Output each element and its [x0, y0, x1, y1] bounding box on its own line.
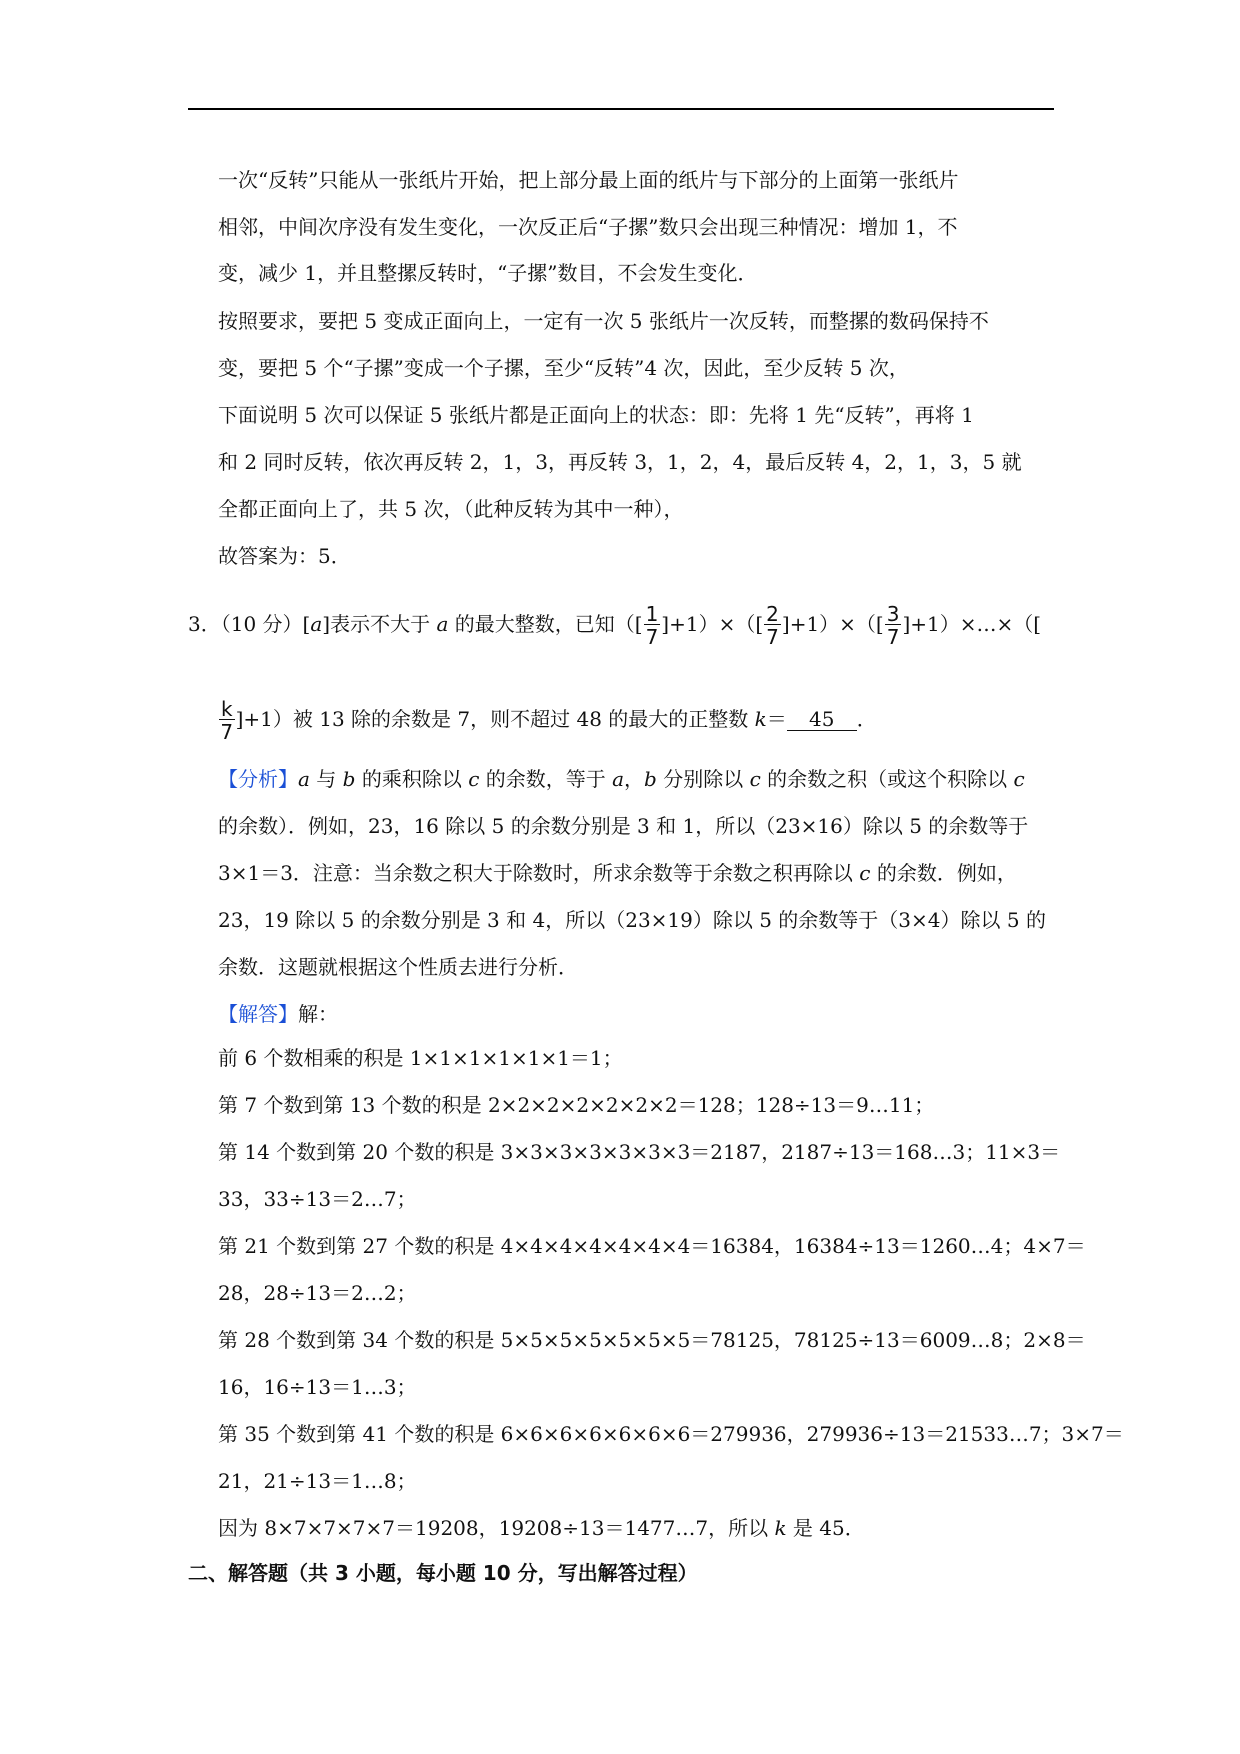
var-a: a	[298, 767, 310, 791]
solution-tag: 【解答】	[218, 1002, 298, 1026]
var-c: c	[859, 861, 871, 885]
solution-line: 28，28÷13＝2…2；	[218, 1281, 417, 1305]
text-line: 故答案为：5．	[218, 544, 351, 568]
text-line: 一次“反转”只能从一张纸片开始，把上部分最上面的纸片与下部分的上面第一张纸片	[218, 168, 959, 192]
solution-line: 16，16÷13＝1…3；	[218, 1375, 417, 1399]
question-text: ]+1）×（[	[661, 612, 764, 636]
analysis-text: 的余数，等于	[479, 767, 613, 791]
fraction-denominator: 7	[220, 720, 234, 744]
answer-blank: 45	[787, 708, 857, 731]
analysis-text: 与	[309, 767, 343, 791]
analysis-text: 的乘积除以	[355, 767, 469, 791]
question-number: 3．	[188, 612, 221, 636]
analysis-text: 分别除以	[656, 767, 750, 791]
fraction-k-7	[219, 699, 235, 742]
fraction-numerator: 2	[766, 602, 779, 626]
text-line: 下面说明 5 次可以保证 5 张纸片都是正面向上的状态：即：先将 1 先“反转”，再将 1	[218, 403, 974, 427]
solution-line: 第 28 个数到第 34 个数的积是 5×5×5×5×5×5×5＝78125，78125÷13＝6009…8；2×8＝	[218, 1328, 1086, 1352]
var-c: c	[749, 767, 761, 791]
question-3-cont	[218, 693, 877, 745]
var-b: b	[342, 767, 356, 791]
solution-line: 第 14 个数到第 20 个数的积是 3×3×3×3×3×3×3＝2187，2187÷13＝168…3；11×3＝	[218, 1140, 1061, 1164]
analysis-line: 23，19 除以 5 的余数分别是 3 和 4，所以（23×19）除以 5 的余数等于（3×4）除以 5 的	[218, 908, 1046, 932]
fraction-numerator: 1	[645, 602, 659, 626]
var-a: a	[436, 612, 449, 636]
solution-line: 第 35 个数到第 41 个数的积是 6×6×6×6×6×6×6＝279936，279936÷13＝21533…7；3×7＝	[218, 1422, 1124, 1446]
fraction-numerator: k	[221, 697, 233, 721]
question-score: （10 分）[	[220, 612, 311, 636]
var-k: k	[774, 1516, 787, 1540]
question-text: ]+1）被 13 除的余数是 7，则不超过 48 的最大的正整数	[235, 707, 755, 731]
solution-conclusion	[218, 1515, 865, 1541]
solution-text: 解：	[298, 1002, 338, 1026]
section-heading: 二、解答题（共 3 小题，每小题 10 分，写出解答过程）	[188, 1561, 698, 1585]
analysis-text: 3×1＝3．注意：当余数之积大于除数时，所求余数等于余数之积再除以	[218, 861, 860, 885]
text-line: 按照要求，要把 5 变成正面向上，一定有一次 5 张纸片一次反转，而整摞的数码保持不	[218, 309, 989, 333]
analysis-line: 余数．这题就根据这个性质去进行分析．	[218, 955, 578, 979]
question-text: ]+1）×…×（[	[902, 612, 1042, 636]
fraction-2-7	[764, 604, 781, 647]
var-c: c	[1013, 767, 1025, 791]
question-3	[188, 598, 1041, 650]
solution-text: 是 45．	[786, 1516, 865, 1540]
solution-header	[218, 1001, 338, 1027]
analysis-tag: 【分析】	[218, 767, 298, 791]
var-c: c	[468, 767, 480, 791]
solution-line: 21，21÷13＝1…8；	[218, 1469, 417, 1493]
text-line: 全都正面向上了，共 5 次，（此种反转为其中一种），	[218, 497, 684, 521]
analysis-text: ，	[624, 767, 645, 791]
analysis-text: 的余数．例如，	[870, 861, 1017, 885]
analysis-line	[218, 766, 1025, 792]
fraction-denominator: 7	[766, 625, 779, 649]
solution-text: 因为 8×7×7×7×7＝19208，19208÷13＝1477…7，所以	[218, 1516, 775, 1540]
solution-line: 第 21 个数到第 27 个数的积是 4×4×4×4×4×4×4＝16384，16384÷13＝1260…4；4×7＝	[218, 1234, 1086, 1258]
question-text: ．	[856, 707, 877, 731]
text-line: 相邻，中间次序没有发生变化，一次反正后“子摞”数只会出现三种情况：增加 1，不	[218, 215, 958, 239]
question-text: ]+1）×（[	[781, 612, 884, 636]
fraction-3-7	[885, 604, 902, 647]
solution-line: 前 6 个数相乘的积是 1×1×1×1×1×1＝1；	[218, 1046, 623, 1070]
question-text: 的最大整数，已知（[	[448, 612, 643, 636]
solution-line: 第 7 个数到第 13 个数的积是 2×2×2×2×2×2×2＝128；128÷13＝9…11；	[218, 1093, 935, 1117]
text-line: 和 2 同时反转，依次再反转 2，1，3，再反转 3，1，2，4，最后反转 4，2，1，3，5 就	[218, 450, 1022, 474]
solution-line: 33，33÷13＝2…7；	[218, 1187, 417, 1211]
analysis-line: 的余数）．例如，23，16 除以 5 的余数分别是 3 和 1，所以（23×16）除以 5 的余数等于	[218, 814, 1029, 838]
fraction-denominator: 7	[886, 625, 900, 649]
var-b: b	[644, 767, 657, 791]
fraction-1-7	[644, 604, 661, 647]
text-line: 变，要把 5 个“子摞”变成一个子摞，至少“反转”4 次，因此，至少反转 5 次，	[218, 356, 909, 380]
analysis-line	[218, 860, 1017, 886]
var-k: k	[754, 707, 767, 731]
header-rule	[188, 108, 1054, 110]
question-text: ＝	[766, 707, 787, 731]
analysis-text: 的余数之积（或这个积除以	[760, 767, 1014, 791]
question-text: ]表示不大于	[322, 612, 437, 636]
text-line: 变，减少 1，并且整摞反转时，“子摞”数目，不会发生变化．	[218, 261, 758, 285]
var-a: a	[612, 767, 625, 791]
var-a: a	[310, 612, 323, 636]
fraction-numerator: 3	[886, 602, 900, 626]
fraction-denominator: 7	[645, 625, 659, 649]
